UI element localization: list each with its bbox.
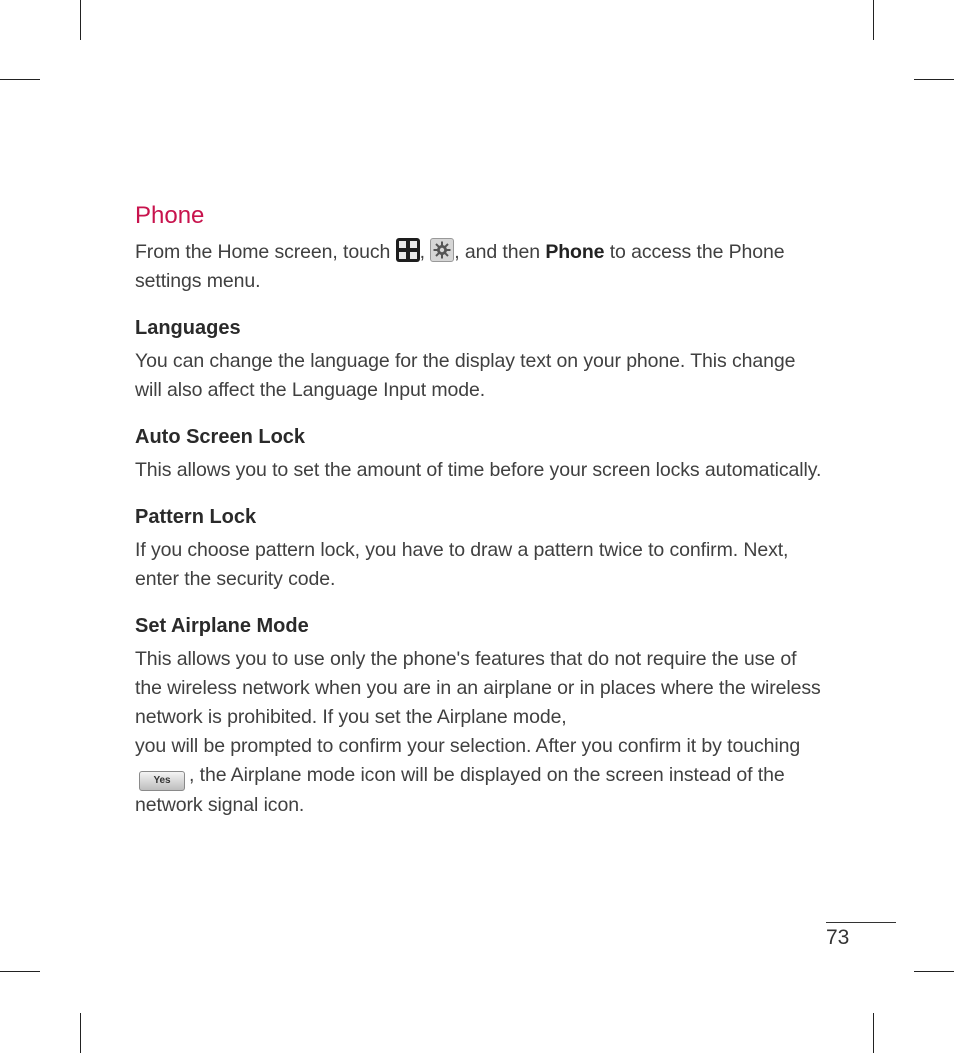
intro-text-2: , and then [454,241,540,263]
crop-mark-top-right [873,0,874,40]
airplane-mode-text [135,645,825,820]
airplane-text-1: This allows you to use only the phone's features that do not require the use of the wireless network when you are in an airplane or in places where the wireless network is prohibited. If you set the Airplane mode, [135,648,821,728]
auto-screen-lock-text: This allows you to set the amount of time before your screen locks automatically. [135,459,822,481]
airplane-text-2: you will be prompted to confirm your selection. After you confirm it by touching [135,735,801,757]
intro-text-3: to access the Phone settings menu. [135,241,785,292]
auto-screen-lock-heading: Auto Screen Lock [135,426,306,448]
pattern-lock-heading: Pattern Lock [135,506,257,528]
airplane-mode-heading: Set Airplane Mode [135,615,309,637]
section-title: Phone [135,202,205,229]
page-number-rule [826,922,896,923]
intro-text-1: From the Home screen, touch [135,241,391,263]
intro-separator: , [419,241,425,263]
yes-button-image: Yes [139,771,185,791]
crop-mark-bottom-left [80,1013,81,1053]
crop-mark-left-bottom [0,971,40,972]
crop-mark-right-top [914,79,954,80]
crop-mark-left-top [0,79,40,80]
crop-mark-bottom-right [873,1013,874,1053]
page-content [135,200,825,820]
page-number: 73 [826,926,850,949]
pattern-lock-text: If you choose pattern lock, you have to draw a pattern twice to confirm. Next, enter the security code. [135,539,789,590]
section-intro [135,238,825,296]
settings-gear-icon [430,238,454,262]
intro-bold-phone: Phone [545,241,605,263]
crop-mark-top-left [80,0,81,40]
apps-grid-icon [396,238,420,262]
crop-mark-right-bottom [914,971,954,972]
languages-heading: Languages [135,317,241,339]
airplane-text-3: , the Airplane mode icon will be displayed on the screen instead of the network signal icon. [135,764,785,816]
languages-text: You can change the language for the display text on your phone. This change will also affect the Language Input mode. [135,350,796,401]
